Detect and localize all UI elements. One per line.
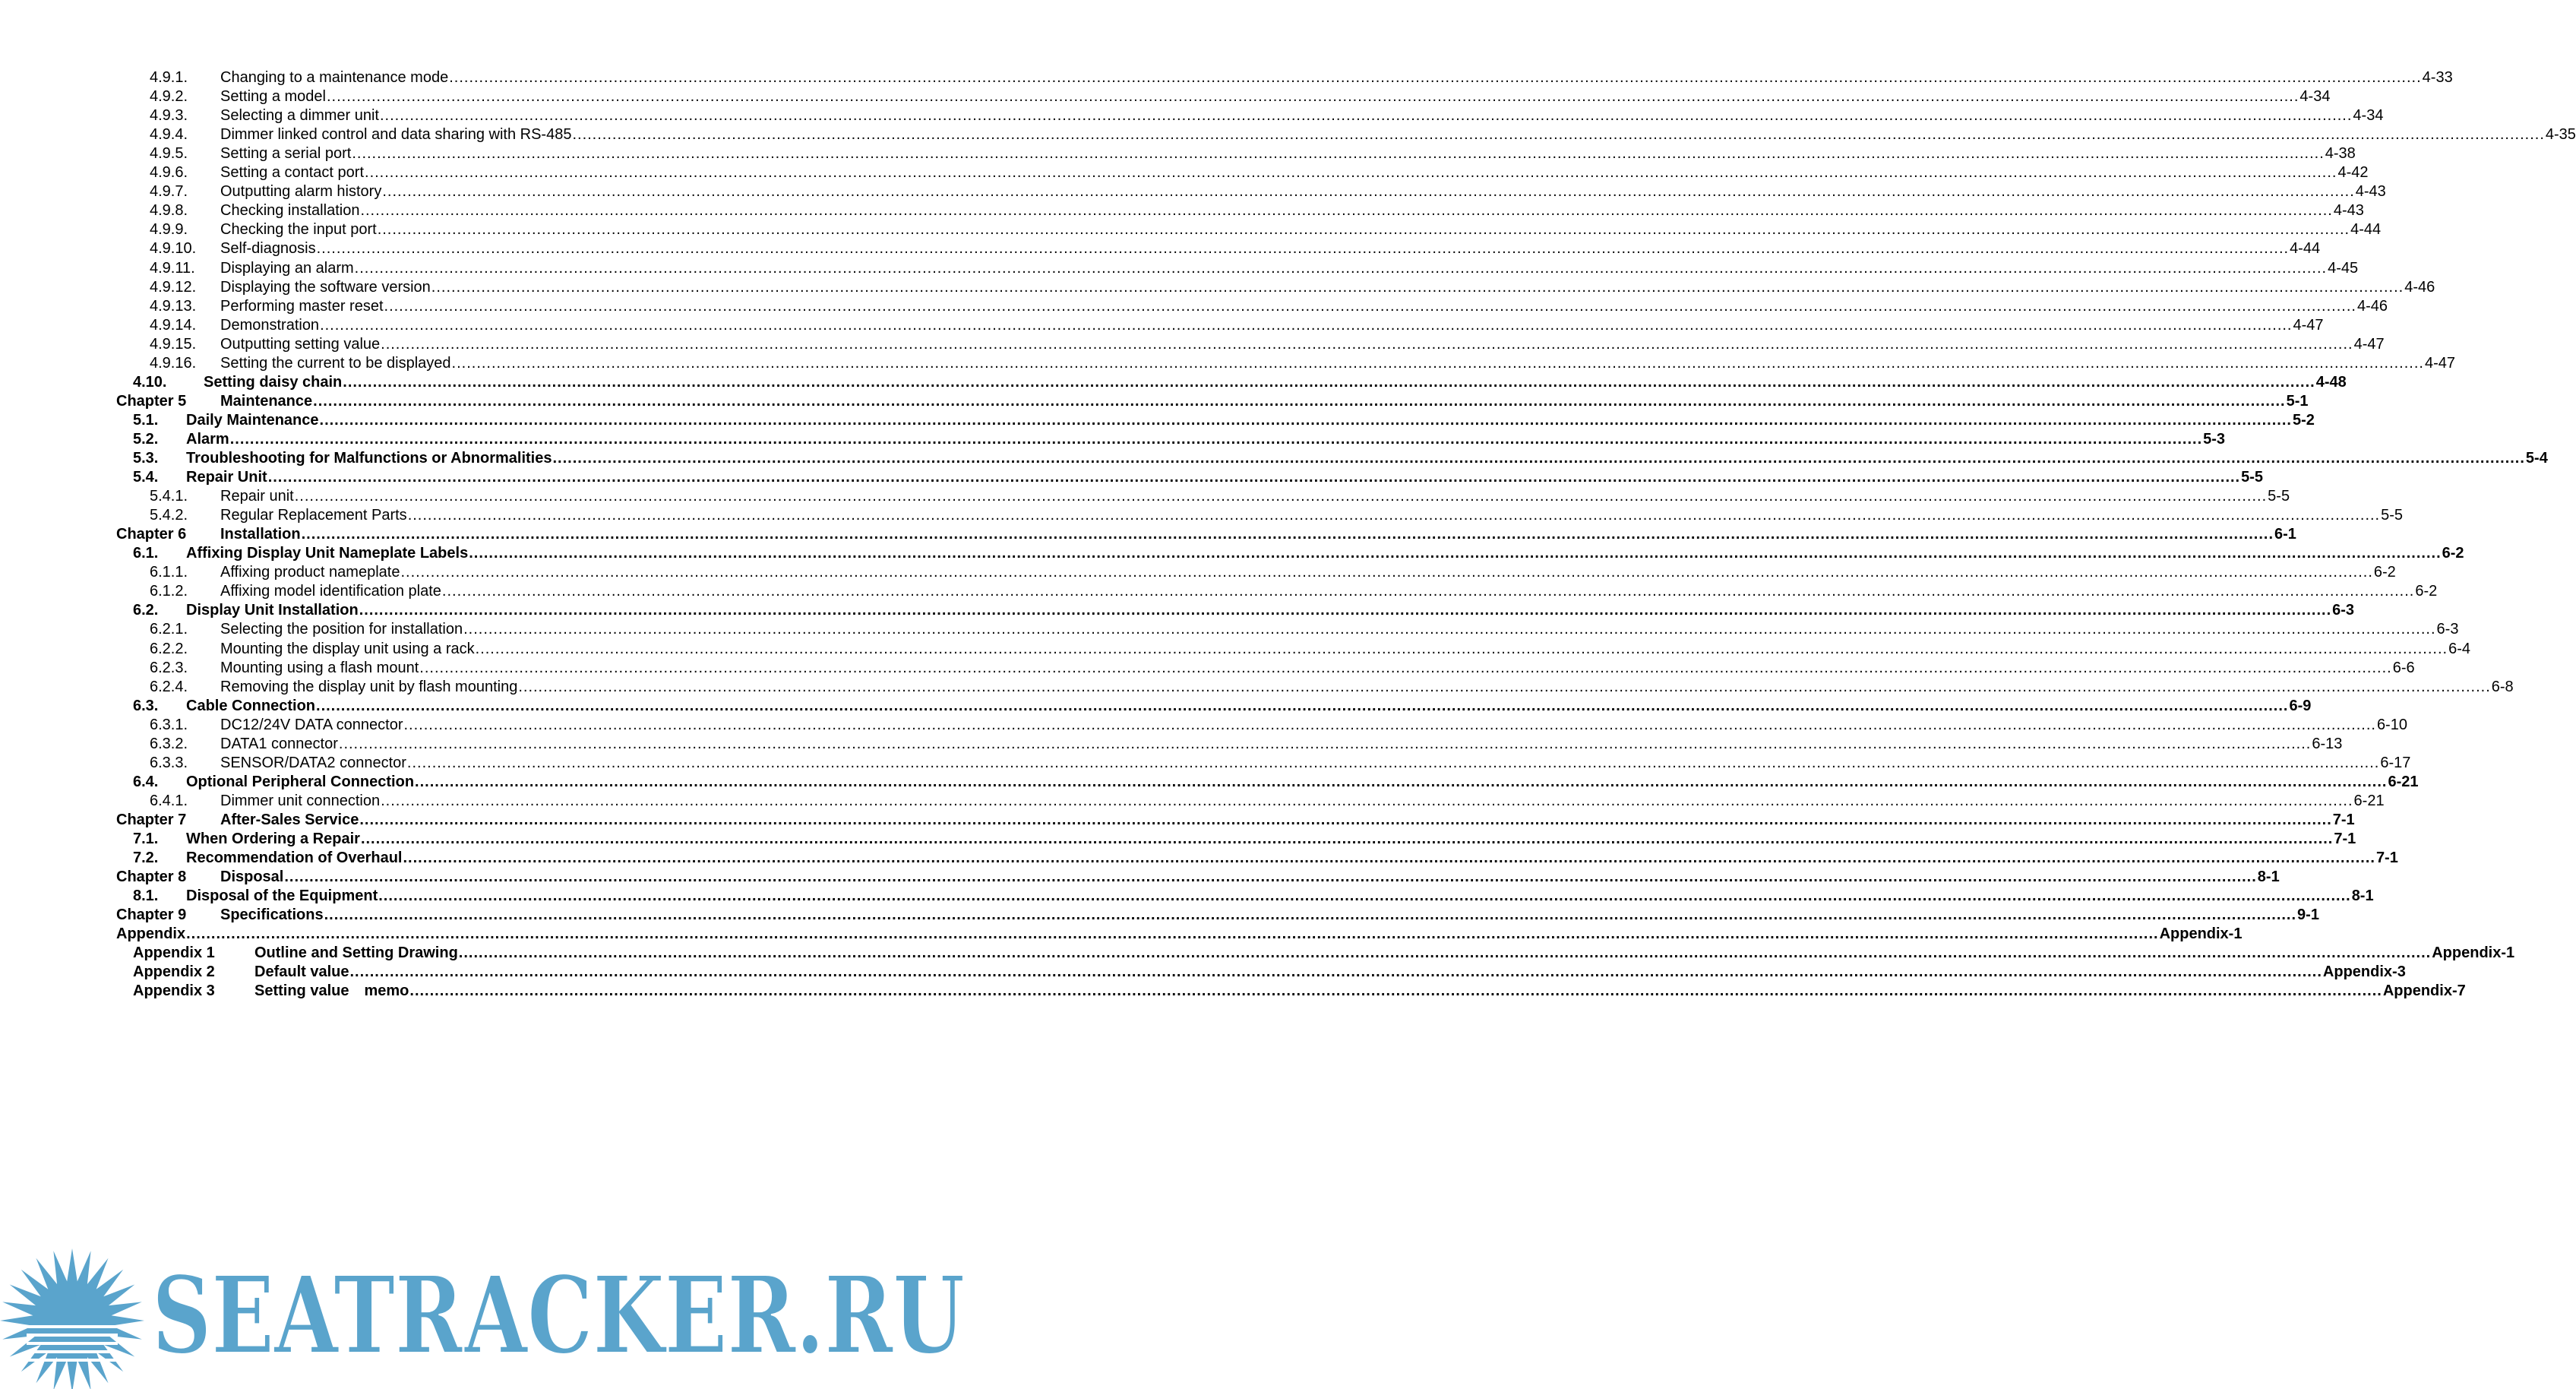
toc-leader-dots — [339, 735, 2311, 753]
toc-leader-dots — [378, 220, 2350, 239]
toc-entry-page: 4-46 — [2404, 278, 2435, 296]
toc-entry-title: After-Sales Service — [220, 811, 359, 828]
toc-entry-page: 4-34 — [2299, 88, 2331, 106]
toc-entry-number: 6.2.1. — [150, 621, 188, 638]
toc-entry-title: Setting a model — [220, 88, 326, 106]
toc-entry-title: Mounting the display unit using a rack — [220, 640, 475, 657]
toc-entry-number: 4.9.3. — [150, 107, 188, 125]
toc-entry-number: Chapter 8 — [116, 869, 187, 886]
toc-entry-page: 5-5 — [2268, 488, 2290, 505]
toc-leader-dots — [518, 678, 2490, 696]
toc-entry-page: 6-21 — [2388, 773, 2419, 790]
toc-entry-title: Changing to a maintenance mode — [220, 69, 449, 86]
toc-leader-dots — [415, 773, 2387, 791]
toc-leader-dots — [359, 811, 2331, 829]
toc-entry-number: Appendix 3 — [133, 982, 215, 1000]
toc-entry-title: Setting a contact port — [220, 164, 365, 182]
toc-entry[interactable] — [0, 220, 2382, 239]
toc-entry-page: 7-1 — [2334, 831, 2356, 847]
toc-entry-title: Removing the display unit by flash mounting — [220, 678, 518, 695]
toc-entry[interactable] — [0, 582, 2438, 600]
toc-entry-title: Setting a serial port — [220, 145, 352, 163]
toc-entry-number: 6.1.2. — [150, 583, 188, 600]
toc-entry-number: 6.4. — [133, 773, 159, 790]
toc-entry-page: 6-2 — [2415, 583, 2438, 600]
toc-entry[interactable] — [0, 868, 2280, 886]
toc-entry-page: 6-13 — [2312, 735, 2343, 752]
toc-entry-page: Appendix-7 — [2382, 982, 2466, 1000]
toc-entry-number: 4.9.14. — [150, 316, 197, 334]
toc-entry-page: 6-9 — [2289, 697, 2312, 714]
toc-entry[interactable] — [0, 468, 2264, 486]
toc-entry[interactable] — [0, 335, 2385, 353]
toc-entry-number: 6.2.2. — [150, 640, 188, 657]
toc-leader-dots — [284, 868, 2256, 886]
toc-entry-title: Checking installation — [220, 202, 360, 220]
toc-leader-dots — [419, 659, 2391, 677]
toc-leader-dots — [476, 640, 2448, 658]
toc-leader-dots — [408, 506, 2380, 524]
toc-entry[interactable] — [0, 144, 2356, 163]
toc-entry[interactable] — [0, 373, 2347, 391]
toc-entry-number: 4.9.15. — [150, 335, 197, 353]
toc-leader-dots — [381, 792, 2353, 810]
toc-entry-page: 6-4 — [2448, 640, 2470, 657]
toc-entry-page: 8-1 — [2351, 888, 2374, 905]
toc-entry-title: Affixing product nameplate — [220, 564, 400, 581]
toc-entry-number: 4.9.9. — [150, 221, 188, 239]
toc-entry-number: 6.4.1. — [150, 792, 188, 809]
toc-entry[interactable] — [0, 716, 2407, 734]
toc-entry-title: Alarm — [186, 430, 229, 448]
toc-entry-page: 6-8 — [2491, 678, 2514, 695]
toc-entry-number: 6.2.3. — [150, 659, 188, 676]
toc-leader-dots — [463, 620, 2435, 638]
toc-entry-title: DATA1 connector — [220, 735, 338, 752]
toc-leader-dots — [359, 601, 2331, 619]
toc-entry-page: 6-2 — [2373, 564, 2396, 581]
toc-entry-page: 4-44 — [2290, 240, 2321, 258]
toc-leader-dots — [552, 449, 2524, 467]
toc-entry-title: Setting daisy chain — [204, 373, 343, 391]
toc-entry[interactable] — [0, 506, 2404, 524]
toc-leader-dots — [400, 563, 2372, 581]
toc-entry[interactable] — [0, 620, 2459, 638]
toc-entry[interactable] — [0, 525, 2296, 543]
toc-entry-page: 9-1 — [2297, 906, 2319, 924]
toc-entry[interactable] — [0, 849, 2398, 867]
toc-entry-title: Disposal of the Equipment — [186, 888, 378, 905]
toc-entry[interactable] — [0, 163, 2369, 182]
sun-disc-shape — [34, 1283, 110, 1359]
toc-entry[interactable] — [0, 982, 2466, 1000]
toc-entry-number: 4.9.1. — [150, 69, 188, 86]
toc-entry-title: Recommendation of Overhaul — [186, 850, 403, 867]
toc-entry-title: DC12/24V DATA connector — [220, 716, 403, 733]
toc-entry[interactable] — [0, 239, 2321, 258]
toc-entry[interactable] — [0, 297, 2388, 315]
toc-entry[interactable] — [0, 792, 2385, 810]
toc-leader-dots — [382, 182, 2354, 201]
toc-leader-dots — [403, 849, 2375, 867]
toc-entry[interactable] — [0, 430, 2226, 448]
sun-band-shape — [27, 1350, 118, 1353]
toc-entry-page: 4-35 — [2545, 126, 2576, 144]
toc-leader-dots — [384, 297, 2356, 315]
toc-entry-page: 6-10 — [2376, 716, 2407, 733]
toc-entry-title: Affixing model identification plate — [220, 583, 441, 600]
toc-entry-number: 7.2. — [133, 850, 159, 867]
toc-entry-page: 4-43 — [2355, 183, 2386, 201]
toc-entry-number: 4.9.2. — [150, 88, 188, 106]
toc-entry[interactable] — [0, 963, 2406, 981]
toc-entry-number: 8.1. — [133, 888, 159, 905]
toc-entry-number: 4.9.10. — [150, 240, 197, 258]
toc-entry[interactable] — [0, 754, 2411, 772]
toc-entry-title: When Ordering a Repair — [186, 831, 360, 847]
toc-entry-page: 4-33 — [2422, 69, 2453, 86]
toc-entry[interactable] — [0, 392, 2309, 410]
toc-entry-number: 4.9.5. — [150, 145, 188, 163]
toc-entry-title: Maintenance — [220, 392, 313, 410]
toc-entry-page: 6-3 — [2332, 602, 2355, 619]
toc-entry-number: 5.4.1. — [150, 488, 188, 505]
toc-leader-dots — [380, 106, 2352, 125]
toc-entry-number: 6.3. — [133, 697, 159, 714]
toc-entry-title: SENSOR/DATA2 connector — [220, 754, 406, 771]
toc-entry-title: Installation — [220, 526, 301, 543]
toc-leader-dots — [442, 582, 2414, 600]
toc-entry[interactable] — [0, 944, 2515, 962]
toc-entry-number: 6.2.4. — [150, 678, 188, 695]
toc-entry-title: Mounting using a flash mount — [220, 659, 419, 676]
toc-entry-page: 8-1 — [2257, 869, 2280, 886]
toc-entry[interactable] — [0, 601, 2355, 619]
toc-entry-page: 4-48 — [2315, 373, 2347, 391]
toc-entry-page: 4-43 — [2333, 202, 2364, 220]
toc-entry-page: 5-5 — [2241, 469, 2264, 486]
toc-entry-number: 6.1. — [133, 545, 159, 562]
toc-entry[interactable] — [0, 925, 2243, 943]
toc-leader-dots — [381, 335, 2353, 353]
toc-leader-dots — [407, 754, 2379, 772]
toc-entry-title: Setting value memo — [254, 982, 409, 1000]
toc-entry-page: 7-1 — [2375, 850, 2398, 867]
toc-entry-number: 7.1. — [133, 831, 159, 847]
toc-leader-dots — [320, 411, 2292, 429]
toc-leader-dots — [404, 716, 2376, 734]
toc-entry[interactable] — [0, 106, 2384, 125]
toc-entry-title: Appendix — [116, 925, 186, 943]
toc-leader-dots — [452, 354, 2424, 372]
toc-entry-page: 4-34 — [2353, 107, 2384, 125]
toc-entry-number: 6.3.2. — [150, 735, 188, 752]
toc-entry-title: Optional Peripheral Connection — [186, 773, 415, 790]
toc-entry-title: Repair Unit — [186, 469, 267, 486]
toc-leader-dots — [459, 944, 2431, 962]
toc-entry-number: 4.9.13. — [150, 297, 197, 315]
toc-entry-page: 6-21 — [2353, 792, 2385, 809]
toc-leader-dots — [352, 144, 2324, 163]
toc-entry-number: 6.2. — [133, 602, 159, 619]
toc-leader-dots — [302, 525, 2274, 543]
toc-entry-page: 6-1 — [2274, 526, 2296, 543]
toc-entry-title: Troubleshooting for Malfunctions or Abnormalities — [186, 450, 552, 467]
toc-entry-page: 5-3 — [2203, 430, 2226, 448]
toc-leader-dots — [268, 468, 2240, 486]
toc-entry-number: Appendix 1 — [133, 944, 215, 962]
toc-entry-page: 4-38 — [2325, 145, 2356, 163]
toc-leader-dots — [355, 259, 2327, 277]
toc-entry-number: 6.1.1. — [150, 564, 188, 581]
toc-leader-dots — [431, 278, 2404, 296]
toc-leader-dots — [365, 163, 2337, 182]
toc-entry[interactable] — [0, 811, 2355, 829]
toc-entry-number: 5.3. — [133, 450, 159, 467]
toc-entry-page: Appendix-1 — [2159, 925, 2243, 943]
toc-entry-page: 4-46 — [2356, 297, 2388, 315]
toc-entry-number: 5.2. — [133, 430, 159, 448]
toc-leader-dots — [343, 373, 2315, 391]
toc-entry-title: Daily Maintenance — [186, 411, 319, 429]
toc-entry[interactable] — [0, 259, 2359, 277]
seatracker-watermark — [0, 1239, 981, 1389]
toc-leader-dots — [317, 239, 2289, 258]
toc-entry-number: 4.9.6. — [150, 164, 188, 182]
toc-entry-title: Performing master reset — [220, 297, 384, 315]
sun-band-shape — [27, 1325, 118, 1328]
toc-entry[interactable] — [0, 278, 2435, 296]
toc-leader-dots — [449, 68, 2421, 87]
toc-entry-title: Dimmer linked control and data sharing with RS-485 — [220, 126, 572, 144]
toc-entry-number: 4.10. — [133, 373, 167, 391]
toc-entry-title: Setting the current to be displayed — [220, 354, 451, 372]
toc-entry-title: Displaying an alarm — [220, 259, 354, 277]
toc-entry[interactable] — [0, 87, 2331, 106]
toc-leader-dots — [327, 87, 2299, 106]
toc-entry-number: 5.4.2. — [150, 507, 188, 524]
toc-entry-number: Appendix 2 — [133, 963, 215, 981]
toc-entry-number: 4.9.11. — [150, 259, 195, 277]
toc-leader-dots — [361, 830, 2333, 848]
toc-entry-page: 5-5 — [2381, 507, 2404, 524]
toc-leader-dots — [324, 906, 2296, 924]
toc-entry-number: Chapter 9 — [116, 906, 187, 924]
toc-leader-dots — [230, 430, 2202, 448]
sun-band-shape — [27, 1342, 118, 1345]
toc-entry-page: 4-47 — [2424, 354, 2455, 372]
toc-entry-title: Regular Replacement Parts — [220, 507, 407, 524]
watermark-text: SEATRACKER.RU — [152, 1254, 965, 1378]
toc-entry-page: 4-47 — [2293, 316, 2324, 334]
toc-entry[interactable] — [0, 887, 2374, 905]
toc-entry-title: Checking the input port — [220, 221, 377, 239]
toc-entry[interactable] — [0, 735, 2343, 753]
toc-leader-dots — [295, 487, 2267, 505]
toc-leader-dots — [572, 125, 2544, 144]
toc-leader-dots — [313, 392, 2285, 410]
toc-entry-title: Specifications — [220, 906, 324, 924]
toc-entry-number: 4.9.8. — [150, 202, 188, 220]
toc-entry-title: Self-diagnosis — [220, 240, 316, 258]
toc-entry[interactable] — [0, 640, 2470, 658]
toc-entry[interactable] — [0, 68, 2453, 87]
toc-leader-dots — [349, 963, 2322, 981]
toc-entry[interactable] — [0, 487, 2290, 505]
toc-entry[interactable] — [0, 830, 2356, 848]
toc-entry-title: Disposal — [220, 869, 284, 886]
toc-entry-title: Default value — [254, 963, 349, 981]
toc-entry-title: Affixing Display Unit Nameplate Labels — [186, 545, 469, 562]
toc-entry-page: 7-1 — [2332, 811, 2355, 828]
toc-entry-page: Appendix-1 — [2432, 944, 2515, 962]
toc-entry[interactable] — [0, 411, 2315, 429]
toc-entry-number: Chapter 7 — [116, 811, 187, 828]
toc-leader-dots — [409, 982, 2382, 1000]
toc-entry-page: 6-3 — [2436, 621, 2459, 638]
toc-leader-dots — [186, 925, 2158, 943]
toc-entry[interactable] — [0, 563, 2396, 581]
toc-entry-page: 5-4 — [2525, 450, 2548, 467]
sun-band-shape — [27, 1359, 118, 1362]
toc-entry-number: 5.4. — [133, 469, 159, 486]
toc-entry-title: Repair unit — [220, 488, 294, 505]
sun-logo-icon — [0, 1248, 144, 1389]
toc-entry-number: 6.3.1. — [150, 716, 188, 733]
toc-entry-title: Outline and Setting Drawing — [254, 944, 458, 962]
toc-entry-page: 6-17 — [2380, 754, 2411, 771]
toc-entry-title: Selecting the position for installation — [220, 621, 463, 638]
toc-entry-number: 5.1. — [133, 411, 159, 429]
toc-entry-page: 5-1 — [2286, 392, 2309, 410]
toc-entry-page: 4-42 — [2337, 164, 2369, 182]
toc-entry[interactable] — [0, 773, 2419, 791]
toc-leader-dots — [320, 316, 2292, 334]
toc-entry[interactable] — [0, 697, 2312, 715]
toc-entry[interactable] — [0, 906, 2319, 924]
toc-entry-title: Selecting a dimmer unit — [220, 107, 379, 125]
toc-entry[interactable] — [0, 316, 2324, 334]
toc-leader-dots — [378, 887, 2350, 905]
toc-entry-title: Outputting alarm history — [220, 183, 382, 201]
toc-entry[interactable] — [0, 678, 2514, 696]
toc-entry[interactable] — [0, 659, 2415, 677]
toc-leader-dots — [360, 201, 2332, 220]
toc-entry-title: Displaying the software version — [220, 278, 431, 296]
toc-entry-title: Demonstration — [220, 316, 320, 334]
toc-entry-title: Cable Connection — [186, 697, 316, 714]
toc-entry-number: 4.9.12. — [150, 278, 197, 296]
toc-leader-dots — [469, 544, 2441, 562]
toc-entry-number: 6.3.3. — [150, 754, 188, 771]
toc-entry[interactable] — [0, 182, 2386, 201]
sun-band-shape — [27, 1334, 118, 1337]
toc-entry-number: 4.9.16. — [150, 354, 197, 372]
toc-entry-page: 5-2 — [2292, 411, 2315, 429]
toc-entry-page: 4-47 — [2353, 335, 2385, 353]
toc-entry-number: Chapter 5 — [116, 392, 187, 410]
toc-entry-title: Display Unit Installation — [186, 602, 359, 619]
toc-entry-page: 4-45 — [2328, 259, 2359, 277]
toc-entry-number: 4.9.7. — [150, 183, 188, 201]
toc-entry-number: 4.9.4. — [150, 126, 188, 144]
toc-entry-page: Appendix-3 — [2322, 963, 2406, 981]
toc-entry[interactable] — [0, 449, 2548, 467]
toc-entry[interactable] — [0, 201, 2364, 220]
toc-entry-page: 4-44 — [2350, 221, 2382, 239]
toc-entry-page: 6-2 — [2442, 545, 2464, 562]
toc-entry-number: Chapter 6 — [116, 526, 187, 543]
toc-entry-title: Outputting setting value — [220, 335, 381, 353]
toc-entry[interactable] — [0, 354, 2455, 372]
toc-entry[interactable] — [0, 544, 2464, 562]
toc-entry-page: 6-6 — [2392, 659, 2415, 676]
toc-entry[interactable] — [0, 125, 2576, 144]
toc-entry-title: Dimmer unit connection — [220, 792, 381, 809]
toc-leader-dots — [316, 697, 2288, 715]
